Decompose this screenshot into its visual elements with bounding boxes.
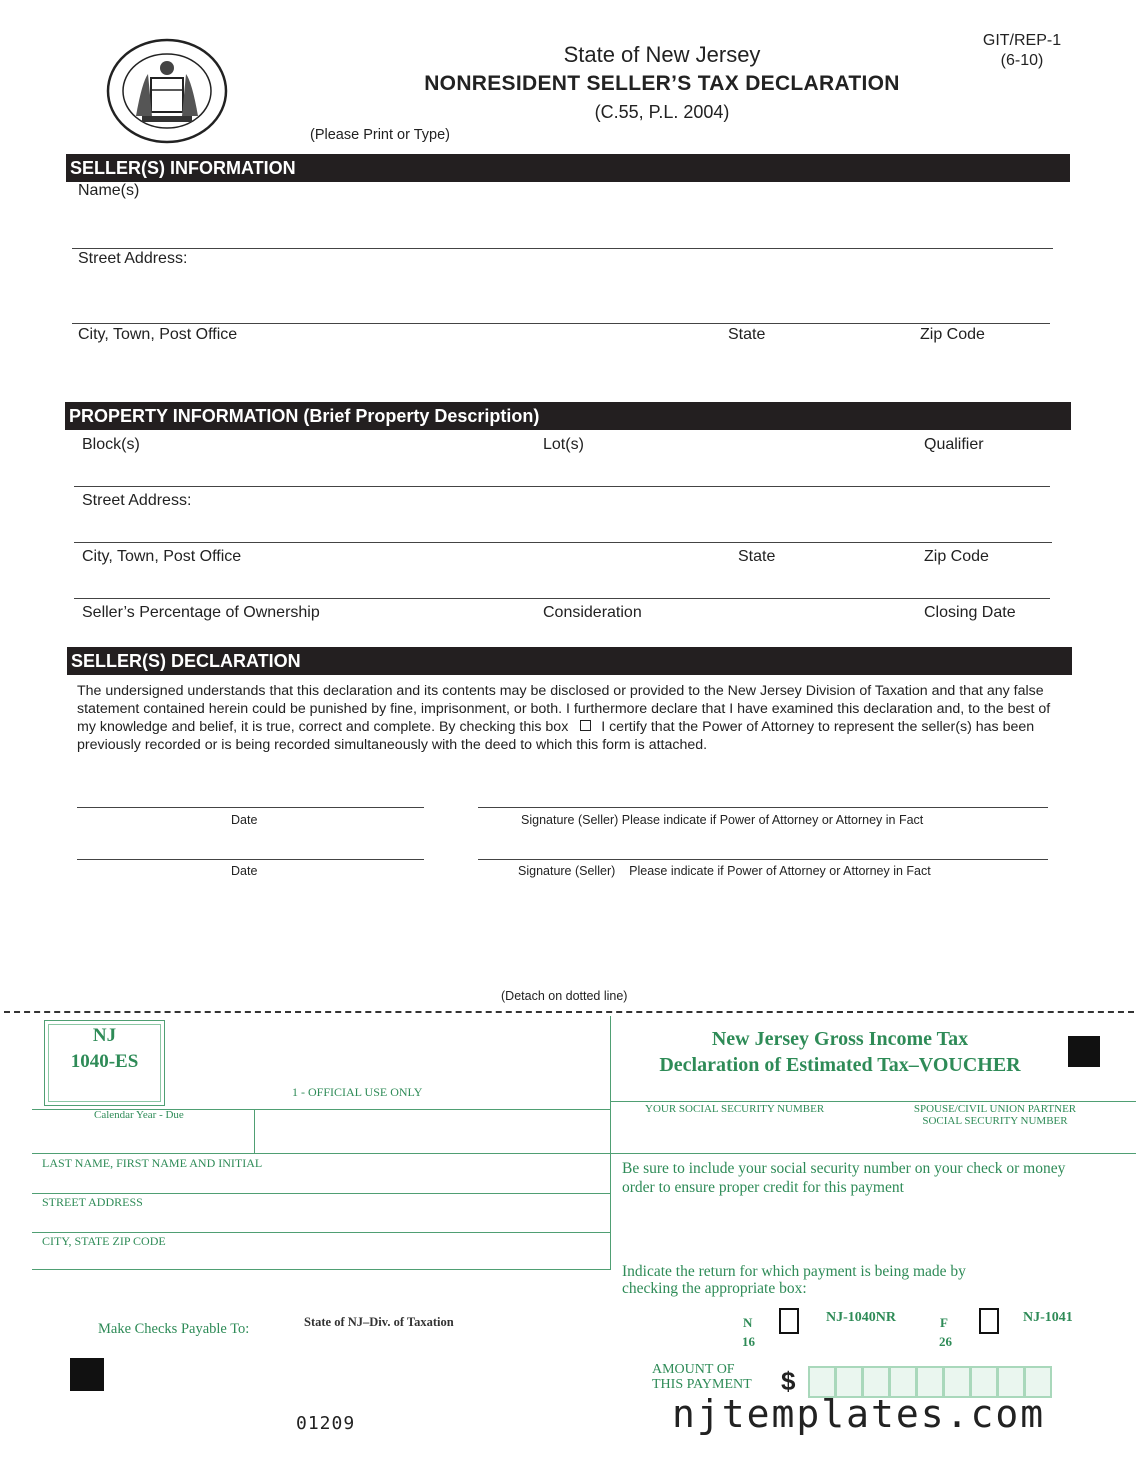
seller-street-label: Street Address: [78,250,188,267]
amount-label-2: THIS PAYMENT [652,1377,752,1392]
property-street-field[interactable] [74,542,1052,543]
return-note: Indicate the return for which payment is being made by checking the appropriate box: [622,1263,966,1297]
print-note: (Please Print or Type) [310,127,450,143]
city-field[interactable] [32,1269,610,1270]
street-label: STREET ADDRESS [42,1195,143,1209]
property-lot-label: Lot(s) [543,436,584,453]
option-nr-number: 16 [742,1334,755,1349]
form-revision: (6-10) [1000,52,1044,69]
option-nr-label: NJ-1040NR [826,1310,896,1325]
declaration-text [77,682,1067,754]
option-1041-letter: F [940,1315,948,1330]
ssn-label: YOUR SOCIAL SECURITY NUMBER [645,1103,825,1115]
poa-checkbox[interactable] [580,720,591,731]
watermark: njtemplates.com [672,1392,1046,1436]
amount-label-1: AMOUNT OF [652,1362,735,1377]
property-city-field[interactable] [74,598,1050,599]
name-field[interactable] [32,1193,610,1194]
date-label-1: Date [231,813,258,827]
declaration-heading: SELLER(S) DECLARATION [67,647,1072,675]
property-block-label: Block(s) [82,436,140,453]
voucher-name-rule [32,1153,1136,1154]
dollar-sign: $ [781,1366,796,1396]
property-block-field[interactable] [74,486,1050,487]
seller-street-field[interactable] [72,323,1050,324]
date-label-2: Date [231,864,258,878]
voucher-right-top-rule [610,1101,1136,1102]
date-line-1[interactable] [77,807,424,808]
date-line-2[interactable] [77,859,424,860]
seller-city-label: City, Town, Post Office [78,326,238,343]
signature-label-2: Signature (Seller) Please indicate if Power of Attorney or Attorney in Fact [518,864,931,878]
spouse-ssn-field[interactable] [900,1130,1100,1150]
property-qualifier-label: Qualifier [924,436,984,453]
voucher-bottom-mark [70,1358,104,1391]
consideration-label: Consideration [543,604,642,621]
scan-code: 01209 [296,1413,356,1434]
calendar-box-divider [254,1109,255,1153]
seller-info-heading: SELLER(S) INFORMATION [66,154,1070,182]
detach-note: (Detach on dotted line) [501,989,628,1003]
property-city-label: City, Town, Post Office [82,548,242,565]
property-street-label: Street Address: [82,492,192,509]
signature-line-2[interactable] [478,859,1048,860]
property-info-heading: PROPERTY INFORMATION (Brief Property Description) [65,402,1071,430]
city-label: CITY, STATE ZIP CODE [42,1234,166,1248]
voucher-corner-mark [1068,1036,1100,1067]
ownership-label: Seller’s Percentage of Ownership [82,604,320,621]
seller-names-field[interactable] [72,248,1053,249]
form-title: NONRESIDENT SELLER’S TAX DECLARATION [424,72,900,95]
option-1041-label: NJ-1041 [1023,1310,1073,1325]
property-zip-label: Zip Code [924,548,989,565]
option-nr-checkbox[interactable] [779,1308,799,1334]
street-field[interactable] [32,1232,610,1233]
payable-to: State of NJ–Div. of Taxation [304,1315,454,1329]
seller-names-label: Name(s) [78,182,140,199]
seller-zip-label: Zip Code [920,326,985,343]
voucher-title-line1: New Jersey Gross Income Tax [711,1028,969,1050]
property-state-label: State [738,548,776,565]
option-1041-checkbox[interactable] [979,1308,999,1334]
ssn-note: Be sure to include your social security number on your check or money order to ensure proper credit for this payment [622,1160,1066,1196]
voucher-form-nj: NJ [92,1025,117,1046]
signature-label-1: Signature (Seller) Please indicate if Power of Attorney or Attorney in Fact [521,813,924,827]
name-label: LAST NAME, FIRST NAME AND INITIAL [42,1156,263,1170]
option-nr-letter: N [743,1315,753,1330]
form-id: GIT/REP-1 [982,32,1062,49]
payable-label: Make Checks Payable To: [98,1321,250,1337]
form-state-name: State of New Jersey [563,42,761,67]
official-use-label: 1 - OFFICIAL USE ONLY [292,1085,423,1099]
option-1041-number: 26 [939,1334,952,1349]
voucher-left-top-rule [32,1109,610,1110]
calendar-year-label: Calendar Year - Due [94,1109,184,1121]
declaration-text-part2: I certify that the Power of Attorney to represent the seller(s) has been previously recorded or is being recorded simultaneously with the deed to which this form is attached. [77,719,1035,753]
signature-line-1[interactable] [478,807,1048,808]
closing-date-label: Closing Date [924,604,1016,621]
declaration-text-part1: The undersigned understands that this declaration and its contents may be disclosed or provided to the New Jersey Division of Taxation and that any false statement contained herein could be punished by fine, imprisonment, or both. I furthermore declare that I have examined this declaration and, to the best of my knowledge and belief, it is true, correct and complete. By checking this box [77,683,1051,735]
detach-dotted-line [4,1011,1134,1013]
spouse-ssn-label-2: SOCIAL SECURITY NUMBER [922,1115,1068,1127]
voucher-form-number: 1040-ES [70,1051,139,1072]
ssn-field[interactable] [640,1130,860,1150]
spouse-ssn-label-1: SPOUSE/CIVIL UNION PARTNER [913,1103,1077,1115]
voucher-title-line2: Declaration of Estimated Tax–VOUCHER [659,1054,1021,1076]
form-citation: (C.55, P.L. 2004) [594,102,730,122]
seller-state-label: State [728,326,766,343]
